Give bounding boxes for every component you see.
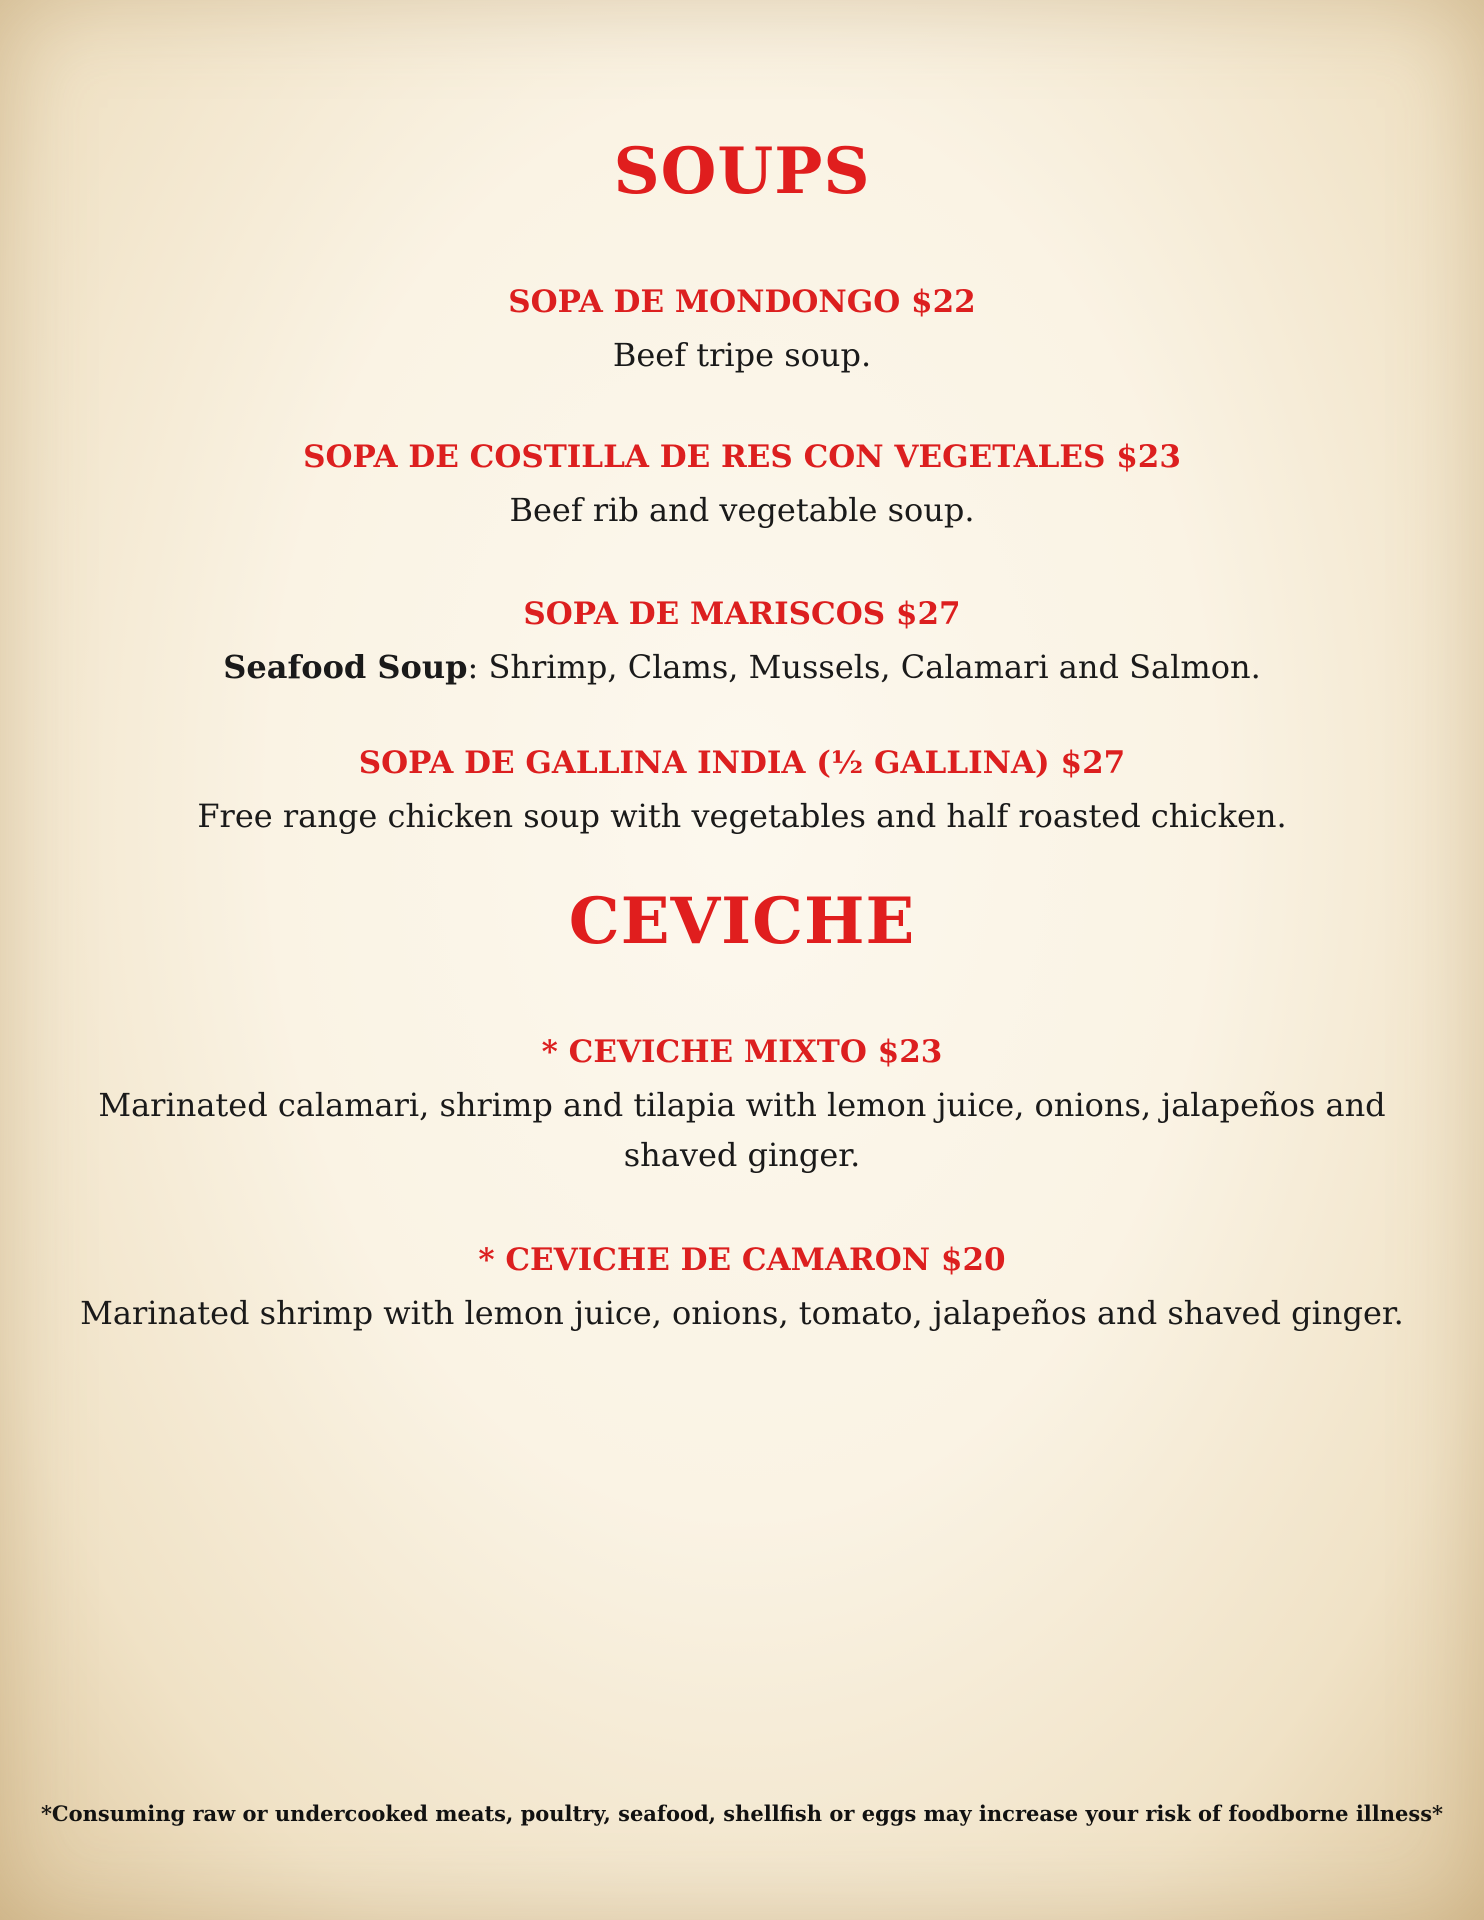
ceviche-section-title: CEVICHE [568,884,916,959]
menu-item-description: Marinated shrimp with lemon juice, onions, tomato, jalapeños and shaved ginger. [80,1294,1404,1332]
description-text: : Shrimp, Clams, Mussels, Calamari and Salmon. [467,648,1261,686]
menu-item-name: * CEVICHE MIXTO $23 [541,1034,943,1070]
menu-item-description: Free range chicken soup with vegetables and half roasted chicken. [197,797,1287,835]
menu-item-name: SOPA DE COSTILLA DE RES CON VEGETALES $23 [303,439,1181,475]
menu-item-sopa-de-mariscos [60,594,1424,692]
menu-item-ceviche-de-camaron [60,1240,1424,1338]
menu-item-sopa-de-costilla [60,437,1424,535]
menu-item-description: Marinated calamari, shrimp and tilapia with lemon juice, onions, jalapeños and shaved ginger. [98,1086,1386,1174]
menu-item-ceviche-mixto [60,1032,1424,1180]
soups-section-title: SOUPS [613,134,871,209]
menu-item-name: SOPA DE MARISCOS $27 [523,596,961,632]
food-safety-notice: *Consuming raw or undercooked meats, poultry, seafood, shellfish or eggs may increase your risk of foodborne illness* [40,1801,1444,1826]
menu-item-sopa-de-gallina-india [60,743,1424,841]
menu-item-sopa-de-mondongo [60,282,1424,380]
menu-item-name: SOPA DE MONDONGO $22 [508,284,976,320]
menu-item-description [60,642,1424,692]
menu-item-name: * CEVICHE DE CAMARON $20 [478,1242,1006,1278]
description-bold-label: Seafood Soup [223,648,468,686]
menu-item-description: Beef rib and vegetable soup. [509,491,975,529]
menu-item-name: SOPA DE GALLINA INDIA (½ GALLINA) $27 [358,745,1126,781]
menu-item-description: Beef tripe soup. [612,336,872,374]
